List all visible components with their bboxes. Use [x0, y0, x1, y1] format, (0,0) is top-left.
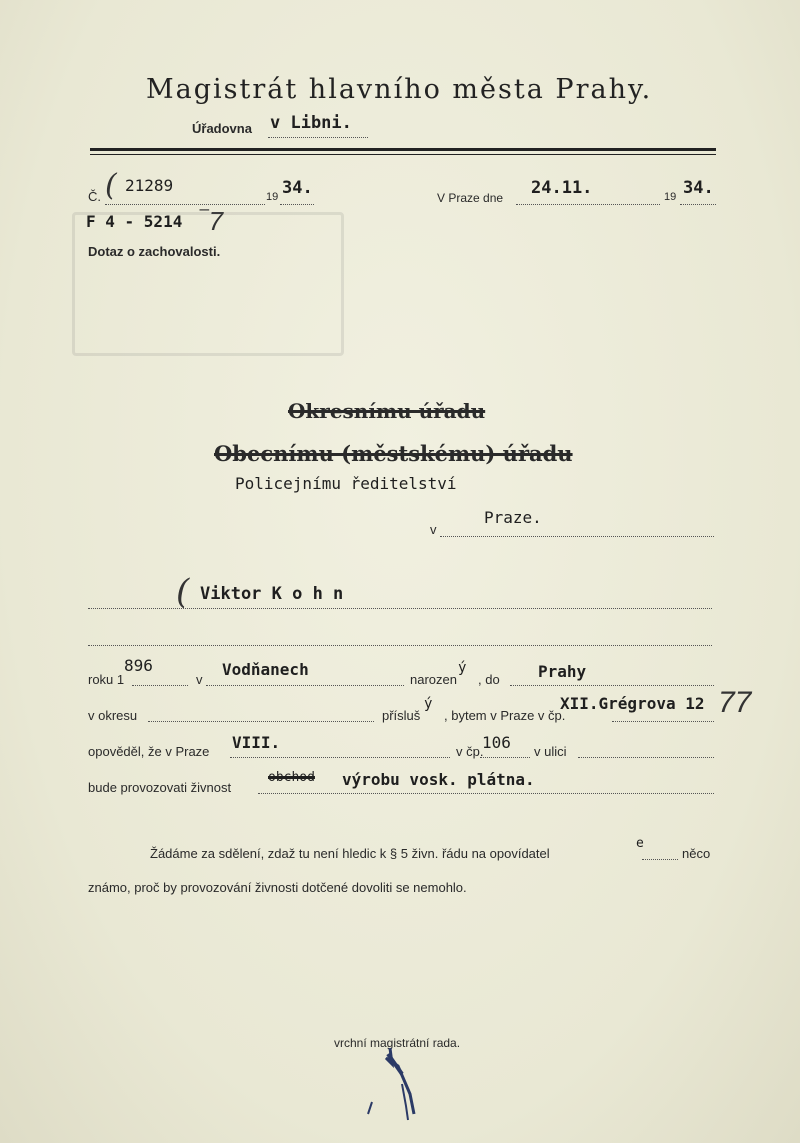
branch-label: Úřadovna [192, 121, 252, 136]
header-rule-thin [90, 154, 716, 155]
paragraph-line1-a: Žádáme za sdělení, zdaž tu není hledic k § 5 živn. řádu na opovídatel [150, 846, 550, 861]
roku-dotline [132, 685, 188, 686]
file-code-mark: ‾7 [200, 206, 224, 236]
paragraph-dotline [642, 859, 678, 860]
date-year-value: 34. [683, 178, 714, 198]
do-label: , do [478, 672, 500, 687]
narozen-suffix: ý [458, 660, 467, 676]
opovedel-label: opověděl, že v Praze [88, 744, 210, 759]
signature-scribble-icon [362, 1044, 432, 1124]
recipient-line2: Obecnímu (městskému) úřadu [214, 441, 573, 466]
ref-no-dotline [105, 204, 265, 205]
recipient-place-value: Praze. [484, 508, 542, 527]
date-year-dotline [680, 204, 716, 205]
okres-dotline [148, 721, 374, 722]
date-label: V Praze dne [437, 191, 504, 205]
ulici-label: v ulici [534, 744, 567, 759]
zivnost-struck: obchod [268, 770, 315, 785]
birth-v-label: v [196, 672, 203, 687]
office-name: Magistrát hlavního města Prahy. [146, 74, 653, 105]
bytem-dotline [612, 721, 714, 722]
recipient-line3: Policejnímu ředitelství [235, 474, 457, 493]
zivnost-value: výrobu vosk. plátna. [342, 770, 535, 789]
roku-value: 896 [124, 656, 153, 675]
branch-dotline [268, 137, 368, 138]
opovedel-value: VIII. [232, 733, 281, 752]
date-dotline [516, 204, 660, 205]
file-code: F 4 - 5214 [86, 212, 183, 231]
bytem-mark: 77 [718, 686, 752, 719]
ref-no-mark: ( [105, 168, 117, 203]
do-value: Prahy [538, 662, 587, 681]
prislus-suffix: ý [424, 696, 433, 712]
recipient-place-prefix: v [430, 522, 437, 537]
branch-value: v Libni. [270, 113, 352, 133]
ref-year-dotline [280, 204, 314, 205]
date-year-prefix: 19 [664, 191, 677, 203]
ref-year-prefix: 19 [266, 191, 279, 203]
name-mark: ( [176, 572, 190, 612]
person-name: Viktor K o h n [200, 584, 344, 604]
cp-dotline [480, 757, 530, 758]
ref-year-value: 34. [282, 178, 313, 198]
do-dotline [510, 685, 714, 686]
bytem-label: , bytem v Praze v čp. [444, 708, 566, 723]
name-dotline-1 [88, 608, 712, 609]
zivnost-dotline [258, 793, 714, 794]
name-dotline-2 [88, 645, 712, 646]
cp-value: 106 [482, 733, 511, 752]
prislus-label: přísluš [382, 708, 421, 723]
signature-title: vrchní magistrátní rada. [334, 1036, 461, 1050]
ref-no-value: 21289 [125, 176, 174, 195]
cp-label: v čp. [456, 744, 484, 759]
ref-no-label: Č. [88, 189, 101, 204]
header-rule-thick [90, 148, 716, 151]
zivnost-label: bude provozovati živnost [88, 780, 232, 795]
recipient-line1: Okresnímu úřadu [288, 399, 486, 423]
roku-label: roku 1 [88, 672, 125, 687]
paragraph-line1-b: něco [682, 846, 711, 861]
faint-stamp [72, 212, 344, 356]
ulici-dotline [578, 757, 714, 758]
paragraph-line2: známo, proč by provozování živnosti dotčené dovoliti se nemohlo. [88, 880, 467, 895]
okres-label: v okresu [88, 708, 138, 723]
birth-dotline [206, 685, 404, 686]
date-value: 24.11. [531, 178, 593, 198]
recipient-place-dotline [440, 536, 714, 537]
paragraph-line1-suffix: e [636, 836, 644, 851]
opovedel-dotline [230, 757, 450, 758]
subject: Dotaz o zachovalosti. [88, 244, 221, 259]
birth-place: Vodňanech [222, 660, 309, 679]
narozen-label: narozen [410, 672, 457, 687]
bytem-value: XII.Grégrova 12 [560, 694, 705, 713]
